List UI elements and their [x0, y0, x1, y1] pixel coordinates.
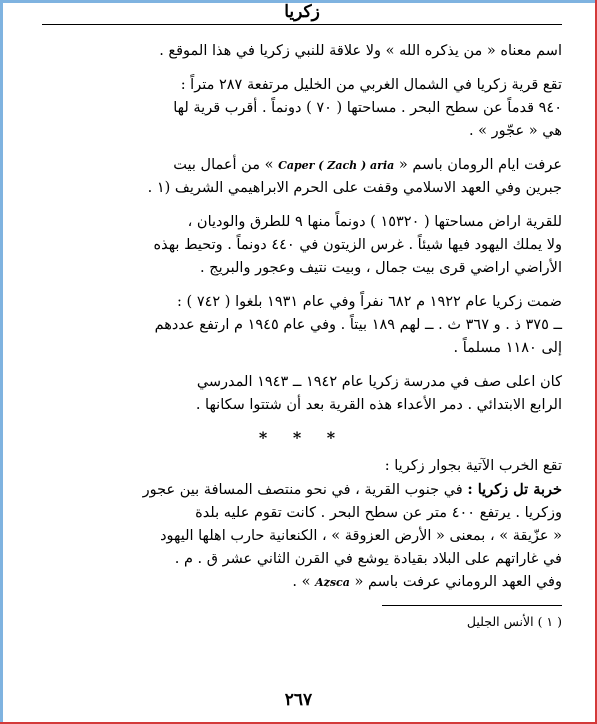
text-line: « عزّيقة » ، بمعنى « الأرض العزوقة » ، الكنعانية حارب اهلها اليهود: [160, 528, 562, 544]
footnote: ( ١ ) الأنس الجليل: [466, 614, 562, 629]
text-line: كان اعلى صف في مدرسة زكريا عام ١٩٤٢ ــ ١٩٤٣ المدرسي: [196, 374, 562, 390]
paragraph-roman-era: [42, 154, 562, 200]
text-line: ولا يملك اليهود فيها شيئاً . غرس الزيتون في ٤٤٠ دونماً . وتحيط بهذه: [153, 237, 562, 253]
text-line: في غاراتهم على البلاد بقيادة يوشع في القرن الثاني عشر ق . م .: [174, 551, 562, 567]
text-line: [42, 154, 562, 177]
page-header: [42, 0, 562, 26]
window-border-left: [0, 0, 3, 724]
site-name: خربة تل زكريا :: [467, 481, 562, 498]
text-segment: في جنوب القرية ، في نحو منتصف المسافة بين عجور: [142, 482, 468, 498]
text-line: تقع قرية زكريا في الشمال الغربي من الخليل مرتفعة ٢٨٧ متراً :: [180, 77, 562, 93]
footnote-rule: [382, 605, 562, 606]
text-line: ٩٤٠ قدماً عن سطح البحر . مساحتها ( ٧٠ ) دونماً . أقرب قرية لها: [173, 100, 562, 116]
paragraph-name-meaning: [42, 40, 562, 63]
paragraph-location: [42, 74, 562, 143]
text-line: وزكريا . يرتفع ٤٠٠ متر عن سطح البحر . كانت تقوم عليه بلدة: [195, 505, 562, 521]
text-line: تقع الخرب الآتية بجوار زكريا :: [384, 458, 562, 474]
document-page: [42, 0, 562, 629]
text-line: [42, 571, 562, 594]
text-segment: وفي العهد الروماني عرفت باسم «: [349, 574, 562, 590]
text-line: للقرية اراض مساحتها ( ١٥٣٢٠ ) دونماً منها ٩ للطرق والوديان ،: [187, 214, 562, 230]
section-separator: * * *: [258, 428, 346, 447]
header-rule: [42, 24, 562, 25]
latin-name: Azsca: [315, 576, 350, 589]
paragraph-neighbors: [42, 455, 562, 594]
text-line: ضمت زكريا عام ١٩٢٢ م ٦٨٢ نفراً وفي عام ١٩٣١ بلغوا ( ٧٤٢ ) :: [177, 294, 562, 310]
text-line: الرابع الابتدائي . دمر الأعداء هذه القرية بعد أن شتتوا سكانها .: [195, 397, 562, 413]
text-line: اسم معناه « من يذكره الله » ولا علاقة للنبي زكريا في هذا الموقع .: [159, 43, 562, 59]
text-segment: » من أعمال بيت: [173, 157, 279, 173]
text-segment: عرفت ايام الرومان باسم «: [394, 157, 562, 173]
page-number: ٢٦٧: [284, 690, 313, 710]
text-line: الأراضي اراضي قرى بيت جمال ، وبيت نتيف وعجور والبريج .: [200, 260, 562, 276]
paragraph-population: [42, 291, 562, 360]
text-segment: » .: [292, 574, 316, 590]
text-line: إلى ١١٨٠ مسلماً .: [453, 340, 562, 356]
text-line: جبرين وفي العهد الاسلامي وقفت على الحرم الابراهيمي الشريف (١ .: [147, 180, 562, 196]
text-line: هي « عجّور » .: [468, 123, 562, 139]
text-line: [42, 478, 562, 502]
paragraph-land: [42, 211, 562, 280]
latin-name: Caper ( Zach ) aria: [278, 159, 395, 172]
text-line: ــ ٣٧٥ ذ . و ٣٦٧ ث . ــ لهم ١٨٩ بيتاً . وفي عام ١٩٤٥ م ارتفع عددهم: [154, 317, 562, 333]
running-title: زكريا: [284, 2, 320, 22]
paragraph-school: [42, 371, 562, 417]
